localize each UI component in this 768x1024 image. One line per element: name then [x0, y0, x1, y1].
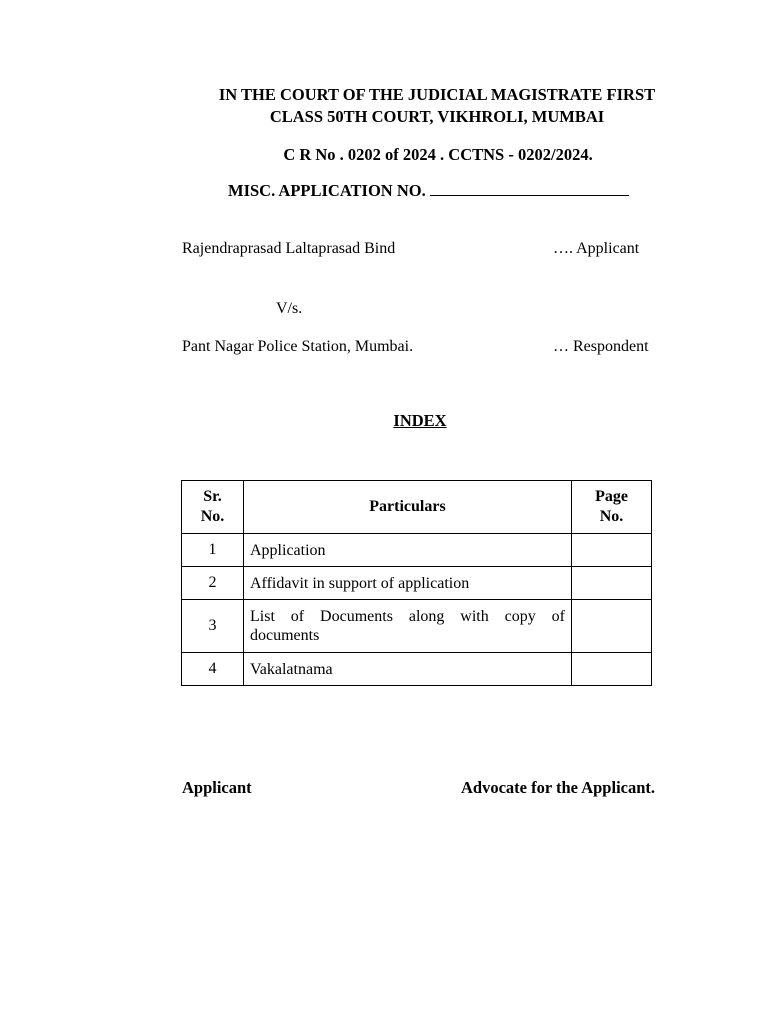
header-sr-no-line-1: Sr.: [203, 488, 222, 505]
misc-application-number-blank: [430, 181, 629, 196]
table-row: [182, 534, 652, 567]
advocate-signature-label: Advocate for the Applicant.: [461, 778, 656, 797]
court-title-line-2: CLASS 50TH COURT, VIKHROLI, MUMBAI: [269, 107, 605, 126]
index-table: [181, 480, 652, 686]
table-row: [182, 653, 652, 686]
sr-no-cell: 4: [182, 653, 244, 686]
case-reference-line: C R No . 0202 of 2024 . CCTNS - 0202/2024.: [283, 145, 593, 164]
sr-no-cell: 1: [182, 534, 244, 567]
particulars-cell: Affidavit in support of application: [244, 567, 572, 600]
index-heading: INDEX: [393, 411, 447, 430]
header-page-no-line-1: Page: [595, 488, 628, 505]
court-title: [150, 84, 724, 128]
page-no-cell: [572, 653, 652, 686]
header-particulars: Particulars: [244, 481, 572, 534]
misc-application-label: MISC. APPLICATION NO.: [228, 181, 426, 200]
sr-no-cell: 2: [182, 567, 244, 600]
applicant-role: …. Applicant: [553, 240, 640, 257]
versus-label: V/s.: [276, 300, 303, 317]
misc-application-line: [228, 181, 629, 201]
header-sr-no: [182, 481, 244, 534]
applicant-name: Rajendraprasad Laltaprasad Bind: [182, 240, 396, 257]
page-no-cell: [572, 600, 652, 653]
header-sr-no-line-2: No.: [200, 508, 225, 525]
page-no-cell: [572, 567, 652, 600]
particulars-cell: Vakalatnama: [244, 653, 572, 686]
court-title-line-1: IN THE COURT OF THE JUDICIAL MAGISTRATE FIRST: [218, 85, 656, 104]
respondent-name: Pant Nagar Police Station, Mumbai.: [182, 338, 414, 355]
respondent-role: … Respondent: [553, 338, 649, 355]
header-page-no-line-2: No.: [599, 508, 624, 525]
particulars-cell: List of Documents along with copy of documents: [244, 600, 572, 653]
table-row: [182, 567, 652, 600]
table-row: [182, 600, 652, 653]
header-page-no: [572, 481, 652, 534]
particulars-cell: Application: [244, 534, 572, 567]
sr-no-cell: 3: [182, 600, 244, 653]
index-table-header-row: [182, 481, 652, 534]
applicant-signature-label: Applicant: [182, 778, 252, 797]
page-no-cell: [572, 534, 652, 567]
